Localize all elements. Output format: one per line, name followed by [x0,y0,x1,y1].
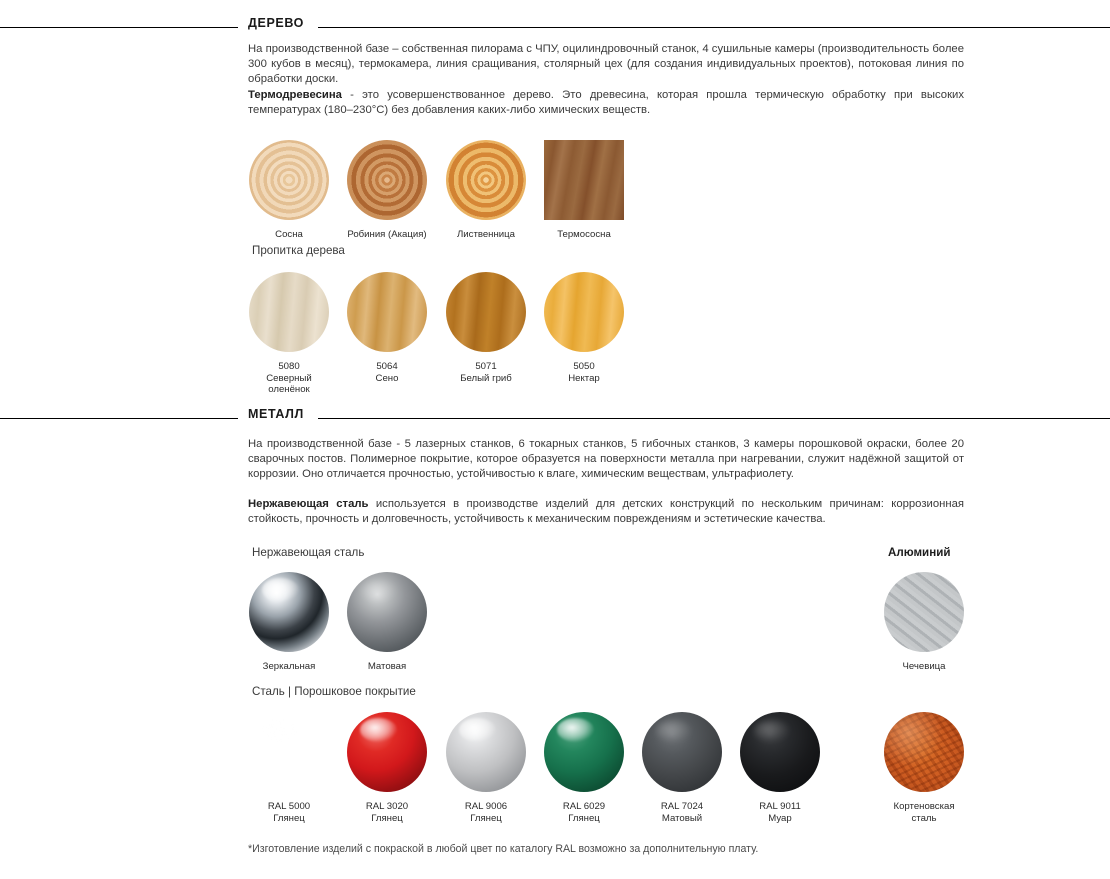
title-backdrop [238,407,248,429]
swatch-powder-ral6029[interactable] [534,712,634,824]
wood-paragraph-2-bold: Термодревесина [248,89,342,101]
swatch-powder-ral9011[interactable] [730,712,830,824]
footnote-ral: *Изготовление изделий с покраской в любой цвет по каталогу RAL возможно за дополнительную плату. [248,843,759,855]
impregnation-disc-5064 [347,272,427,352]
caption-line1: Глянец [273,812,305,824]
caption-impregnation-5080 [239,361,339,396]
swatch-impregnation-5050[interactable] [534,272,634,384]
caption-line1: Белый гриб [460,372,512,384]
caption-impregnation-5050 [534,361,634,384]
caption-code: RAL 5000 [267,801,311,812]
caption-code: 5064 [376,361,398,372]
section-divider-line [0,27,1110,28]
swatch-stainless-matte[interactable] [337,572,437,673]
powder-sphere-ral5000 [249,712,329,792]
wood-paragraph-1: На производственной базе – собственная пилорама с ЧПУ, оцилиндровочный станок, 4 сушильные камеры (производительность более 300 кубов в месяц), термокамера, линия сращивания, столярный цех (для создания индивидуальных проектов), потоковая линия по обработки доски. [248,43,964,86]
caption-powder-ral5000 [239,801,339,824]
caption-wood-termososna [534,229,634,241]
subtitle-aluminium: Алюминий [888,546,951,559]
caption-impregnation-5064 [337,361,437,384]
caption-line1: Термососна [557,229,611,240]
caption-code: RAL 9011 [759,801,801,812]
swatch-powder-ral3020[interactable] [337,712,437,824]
caption-line1: Сено [375,372,399,384]
caption-line1: Зеркальная [262,661,316,672]
caption-line1: Муар [768,812,792,824]
caption-powder-ral9006 [436,801,536,824]
aluminium-disc-chechevitsa [884,572,964,652]
caption-powder-corten [874,801,974,824]
stainless-sphere-mirror [249,572,329,652]
caption-code: RAL 3020 [365,801,409,812]
caption-code: RAL 6029 [562,801,606,812]
swatch-wood-robinia[interactable] [337,140,437,241]
caption-line1: Чечевица [902,661,946,672]
wood-paragraph-2 [248,88,964,118]
caption-code: RAL 7024 [660,801,704,812]
swatch-powder-ral9006[interactable] [436,712,536,824]
caption-line1: Северный [266,372,312,384]
caption-line1: Нектар [568,372,600,384]
powder-sphere-ral9011 [740,712,820,792]
stainless-sphere-matte [347,572,427,652]
powder-sphere-ral6029 [544,712,624,792]
caption-line1: Глянец [568,812,600,824]
caption-code: 5071 [475,361,497,372]
caption-powder-ral7024 [632,801,732,824]
powder-sphere-ral3020 [347,712,427,792]
subtitle-powder-coating: Сталь | Порошковое покрытие [252,685,416,698]
swatch-stainless-mirror[interactable] [239,572,339,673]
caption-line1: Глянец [470,812,502,824]
caption-code: 5080 [278,361,300,372]
wood-disc-robinia [347,140,427,220]
caption-powder-ral9011 [730,801,830,824]
swatch-impregnation-5080[interactable] [239,272,339,396]
powder-sphere-ral7024 [642,712,722,792]
caption-line1: Лиственница [457,229,515,240]
caption-powder-ral3020 [337,801,437,824]
wood-square-termososna [544,140,624,220]
powder-disc-corten [884,712,964,792]
metal-paragraph-1: На производственной базе - 5 лазерных станков, 6 токарных станков, 5 гибочных станков, 3 камеры порошковой окраски, более 20 сварочных постов. Полимерное покрытие, которое образуется на поверхности металла при нагревании, служит надёжной защитой от коррозии. Оно отличается прочностью, устойчивостью к влаге, химическим веществам, ультрафиолету. [248,438,964,481]
swatch-wood-termososna[interactable] [534,140,634,241]
caption-code: Кортеновская [893,801,955,812]
caption-wood-listvennitsa [436,229,536,241]
caption-line1: Матовая [367,661,407,672]
swatch-wood-listvennitsa[interactable] [436,140,536,241]
caption-powder-ral6029 [534,801,634,824]
caption-line2: оленёнок [268,384,310,395]
section-title-metal: МЕТАЛЛ [248,407,318,421]
caption-code: RAL 9006 [464,801,508,812]
swatch-impregnation-5071[interactable] [436,272,536,384]
swatch-wood-sosna[interactable] [239,140,339,241]
impregnation-disc-5050 [544,272,624,352]
caption-code: 5050 [573,361,595,372]
impregnation-disc-5071 [446,272,526,352]
caption-stainless-mirror [239,661,339,673]
powder-sphere-ral9006 [446,712,526,792]
caption-wood-sosna [239,229,339,241]
swatch-powder-ral7024[interactable] [632,712,732,824]
impregnation-disc-5080 [249,272,329,352]
swatch-powder-ral5000[interactable] [239,712,339,824]
caption-line1: Робиния (Акация) [347,229,427,240]
metal-paragraph-2-bold: Нержавеющая сталь [248,498,369,510]
wood-disc-listvennitsa [446,140,526,220]
swatch-aluminium-chechevitsa[interactable] [874,572,974,673]
section-title-wood: ДЕРЕВО [248,16,318,30]
subtitle-wood-impregnation: Пропитка дерева [252,244,345,257]
caption-line1: Матовый [661,812,703,824]
caption-line1: сталь [911,812,937,824]
caption-stainless-matte [337,661,437,673]
swatch-powder-corten[interactable] [874,712,974,824]
caption-line1: Сосна [275,229,303,240]
caption-wood-robinia [337,229,437,241]
metal-paragraph-2 [248,497,964,527]
swatch-impregnation-5064[interactable] [337,272,437,384]
section-divider-line [0,418,1110,419]
metal-paragraph-2-rest: используется в производстве изделий для детских конструкций по нескольким причинам: коррозионная стойкость, прочность и долговечность, устойчивость к механическим повреждениям и эстетические качества. [248,498,964,526]
caption-line1: Глянец [371,812,403,824]
subtitle-stainless-steel: Нержавеющая сталь [252,546,365,559]
title-backdrop [238,16,248,38]
wood-paragraph-2-rest: - это усовершенствованное дерево. Это древесина, которая прошла термическую обработку при высоких температурах (180–230°C) без добавления каких-либо химических веществ. [248,89,964,117]
caption-aluminium-chechevitsa [874,661,974,673]
caption-impregnation-5071 [436,361,536,384]
wood-disc-sosna [249,140,329,220]
